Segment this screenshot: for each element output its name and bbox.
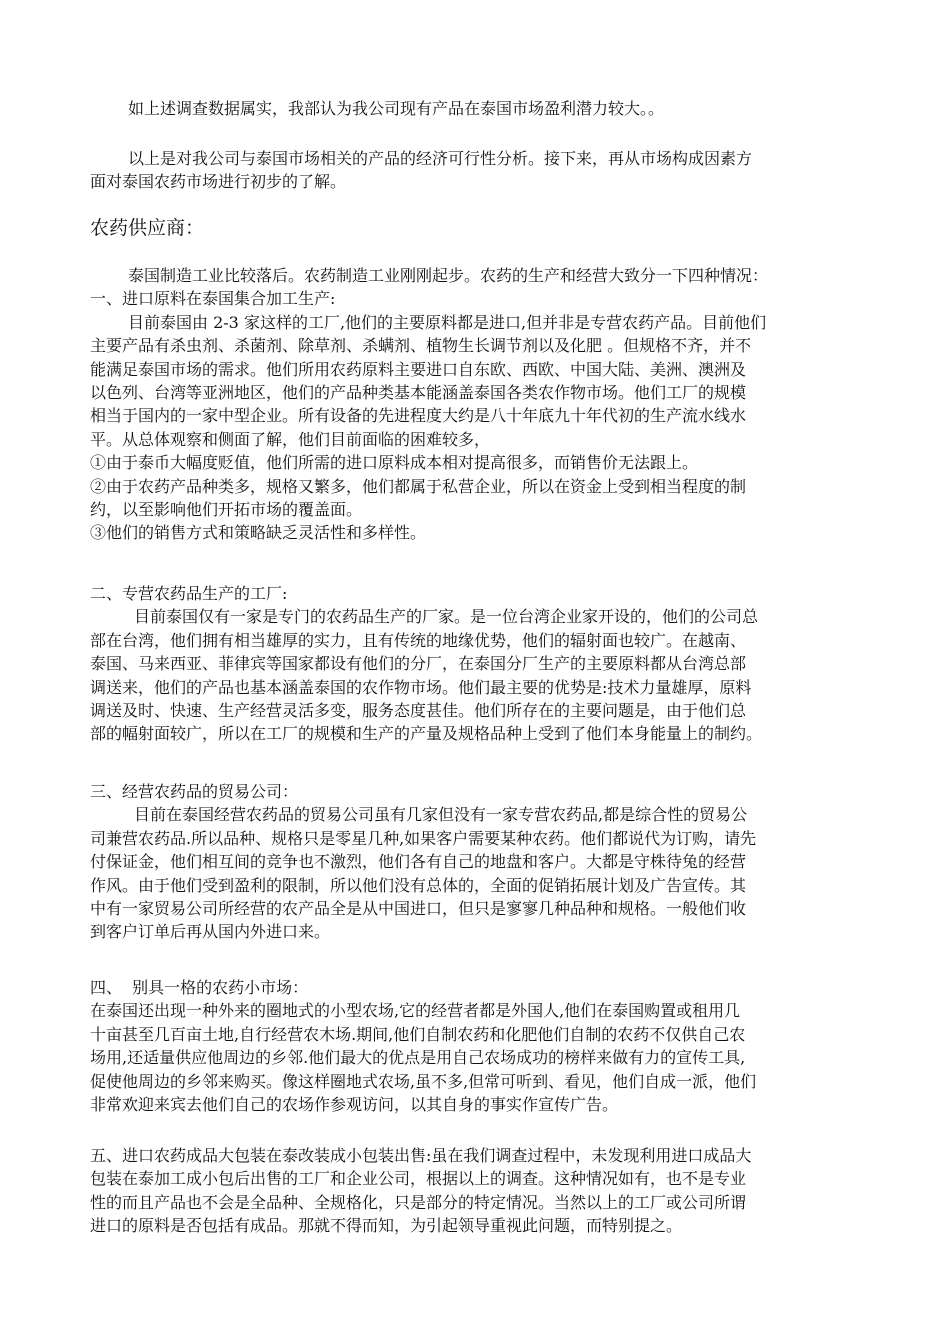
text-line: ①由于泰币大幅度贬值，他们所需的进口原料成本相对提高很多，而销售价无法跟上。 bbox=[90, 453, 699, 473]
text-line: 进口的原料是否包括有成品。那就不得而知，为引起领导重视此问题，而特别提之。 bbox=[90, 1216, 683, 1236]
paragraph-section-one bbox=[90, 264, 890, 545]
text-line: 目前泰国仅有一家是专门的农药品生产的厂家。是一位台湾企业家开设的，他们的公司总 bbox=[134, 607, 759, 627]
text-line: 促使他周边的乡邻来购买。像这样圈地式农场,虽不多,但常可听到、看见，他们自成一派，他们 bbox=[90, 1071, 757, 1091]
text-line: 场用,还适量供应他周边的乡邻.他们最大的优点是用自己农场成功的榜样来做有力的宣传工具, bbox=[90, 1048, 746, 1068]
text-line: ②由于农药产品种类多，规格又繁多，他们都属于私营企业，所以在资金上受到相当程度的制 bbox=[90, 476, 747, 496]
text-line: 调送及时、快速、生产经营灵活多变，服务态度甚佳。他们所存在的主要问题是，由于他们总 bbox=[90, 700, 747, 720]
text-line: 平。从总体观察和侧面了解，他们目前面临的困难较多， bbox=[90, 429, 491, 449]
text-line: 性的而且产品也不会是全品种、全规格化，只是部分的特定情况。当然以上的工厂或公司所谓 bbox=[90, 1192, 747, 1212]
text-line: 二、专营农药品生产的工厂: bbox=[90, 584, 288, 603]
heading-pesticide-suppliers: 农药供应商： bbox=[90, 217, 205, 239]
text-line: 五、进口农药成品大包装在泰改装成小包装出售:虽在我们调查过程中，未发现利用进口成品大 bbox=[90, 1146, 752, 1165]
text-line: 付保证金，他们相互间的竞争也不激烈，他们各有自己的地盘和客户。大都是守株待兔的经营 bbox=[90, 852, 747, 872]
paragraph-conclusion bbox=[90, 97, 890, 120]
text-line: 目前泰国由 2-3 家这样的工厂,他们的主要原料都是进口,但并非是专营农药产品。目前他们 bbox=[128, 312, 767, 332]
text-line: 面对泰国农药市场进行初步的了解。 bbox=[90, 172, 347, 192]
section-heading bbox=[90, 214, 890, 242]
paragraph-section-two bbox=[90, 582, 890, 746]
text-line: 十亩甚至几百亩土地,自行经营农木场.期间,他们自制农药和化肥他们自制的农药不仅供自己农 bbox=[90, 1024, 746, 1044]
text-line: 调送来，他们的产品也基本涵盖泰国的农作物市场。他们最主要的优势是:技术力量雄厚，原料 bbox=[90, 677, 752, 697]
paragraph-intro bbox=[90, 147, 890, 194]
text-line: 目前在泰国经营农药品的贸易公司虽有几家但没有一家专营农药品,都是综合性的贸易公 bbox=[134, 805, 748, 825]
paragraph-section-five bbox=[90, 1144, 890, 1238]
text-line: 到客户订单后再从国内外进口来。 bbox=[90, 922, 331, 942]
text-line: 如上述调查数据属实，我部认为我公司现有产品在泰国市场盈利潜力较大。。 bbox=[128, 99, 665, 118]
text-line: 以上是对我公司与泰国市场相关的产品的经济可行性分析。接下来，再从市场构成因素方 bbox=[128, 149, 753, 168]
text-line: 约，以至影响他们开拓市场的覆盖面。 bbox=[90, 499, 363, 519]
text-line: 以色列、台湾等亚洲地区，他们的产品种类基本能涵盖泰国各类农作物市场。他们工厂的规模 bbox=[90, 382, 747, 402]
text-line: 司兼营农药品.所以品种、规格只是零星几种,如果客户需要某种农药。他们都说代为订购，请先 bbox=[90, 828, 757, 848]
text-line: 泰国制造工业比较落后。农药制造工业刚刚起步。农药的生产和经营大致分一下四种情况： bbox=[128, 266, 769, 285]
text-line: 包装在泰加工成小包后出售的工厂和企业公司，根据以上的调查。这种情况如有，也不是专业 bbox=[90, 1169, 747, 1189]
text-line: 部的幅射面较广，所以在工厂的规模和生产的产量及规格品种上受到了他们本身能量上的制约。 bbox=[90, 724, 763, 744]
text-line: 部在台湾，他们拥有相当雄厚的实力，且有传统的地缘优势，他们的辐射面也较广。在越南、 bbox=[90, 630, 747, 650]
text-line: 非常欢迎来宾去他们自己的农场作参观访问，以其自身的事实作宣传广告。 bbox=[90, 1094, 619, 1114]
text-line: 中有一家贸易公司所经营的农产品全是从中国进口，但只是寥寥几种品种和规格。一般他们收 bbox=[90, 898, 747, 918]
text-line: 作风。由于他们受到盈利的限制，所以他们没有总体的，全面的促销拓展计划及广告宣传。其 bbox=[90, 875, 747, 895]
text-line: 能满足泰国市场的需求。他们所用农药原料主要进口自东欧、西欧、中国大陆、美洲、澳洲及 bbox=[90, 359, 747, 379]
text-line: 相当于国内的一家中型企业。所有设备的先进程度大约是八十年底九十年代初的生产流水线水 bbox=[90, 406, 747, 426]
text-line: 主要产品有杀虫剂、杀菌剂、除草剂、杀螨剂、植物生长调节剂以及化肥 。但规格不齐，并不 bbox=[90, 336, 752, 356]
text-line: 在泰国还出现一种外来的圈地式的小型农场,它的经营者都是外国人,他们在泰国购置或租用几 bbox=[90, 1001, 741, 1021]
text-line: ③他们的销售方式和策略缺乏灵活性和多样性。 bbox=[90, 523, 427, 543]
paragraph-section-three bbox=[90, 780, 890, 944]
text-line: 泰国、马来西亚、菲律宾等国家都设有他们的分厂，在泰国分厂生产的主要原料都从台湾总部 bbox=[90, 654, 747, 674]
paragraph-section-four bbox=[90, 976, 890, 1116]
text-line: 三、经营农药品的贸易公司： bbox=[90, 782, 299, 801]
text-line: 一、进口原料在泰国集合加工生产: bbox=[90, 289, 336, 309]
text-line: 四、 别具一格的农药小市场： bbox=[90, 978, 309, 997]
